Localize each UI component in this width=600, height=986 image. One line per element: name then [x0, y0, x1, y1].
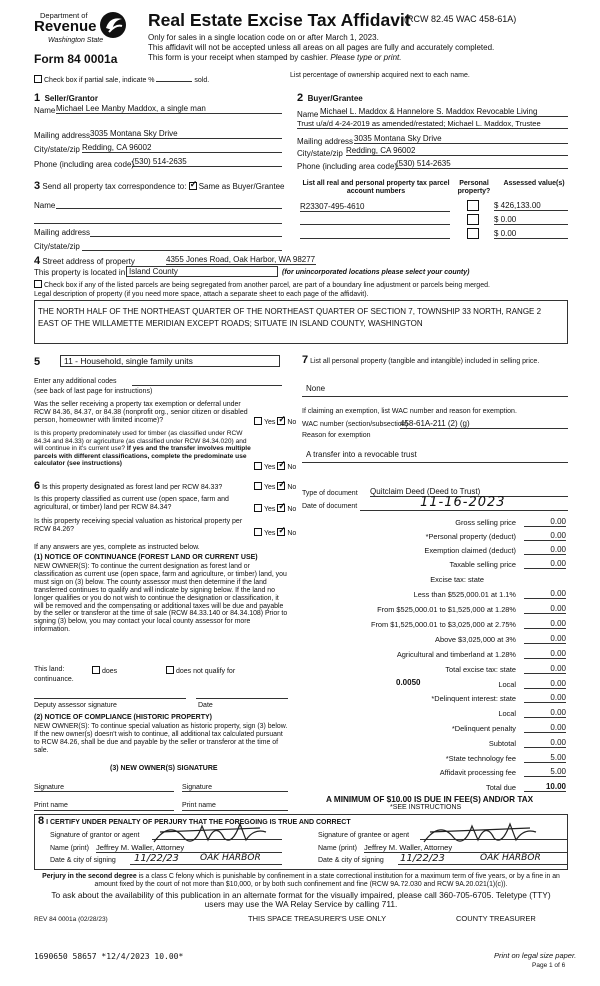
- doc-type-field[interactable]: Quitclaim Deed (Deed to Trust): [370, 487, 568, 497]
- tax-row-label: Local: [498, 709, 516, 718]
- partial-sale-checkbox[interactable]: [34, 75, 42, 83]
- tax-row-value[interactable]: 0.00: [524, 649, 566, 659]
- exemption-instruction: If claiming an exemption, list WAC number and reason for exemption.: [302, 408, 517, 415]
- continuance-label: continuance.: [34, 676, 74, 683]
- grantee-signature: [420, 818, 540, 848]
- buyer-name-field-2[interactable]: Trust u/a/d 4-24-2019 as amended/restated; Michael L. Maddox, Trustee: [297, 119, 568, 129]
- additional-codes-field[interactable]: [132, 385, 282, 386]
- correspondence-name-label: Name: [34, 201, 56, 210]
- seller-name-field[interactable]: Michael Lee Manby Maddox, a single man: [56, 104, 282, 114]
- codes-label-1: Enter any additional codes: [34, 378, 117, 385]
- correspondence-city-label: City/state/zip: [34, 242, 80, 251]
- historic-question: Is this property receiving special valuation as historical property per RCW 84.26?: [34, 518, 243, 533]
- doc-date-handwritten: 11-16-2023: [420, 495, 506, 510]
- does-qualify-checkbox[interactable]: [92, 666, 100, 674]
- historic-yes-no: Yes ✓ No: [254, 528, 296, 538]
- form-number: Form 84 0001a: [34, 52, 118, 66]
- tax-row-value[interactable]: 0.00: [524, 545, 566, 555]
- doc-date-field[interactable]: [360, 510, 568, 511]
- deputy-signature-field[interactable]: [34, 698, 186, 699]
- notice1-title: (1) NOTICE OF CONTINUANCE (FOREST LAND OR CURRENT USE): [34, 554, 258, 561]
- buyer-city-field[interactable]: Redding, CA 96002: [346, 146, 568, 156]
- tax-row-label: Above $3,025,000 at 3%: [435, 635, 516, 644]
- legal-description-text: THE NORTH HALF OF THE NORTHEAST QUARTER OF THE NORTHEAST QUARTER OF SECTION 7, TOWNSHIP 33 NORTH, RANGE 2 EAST OF THE WILLAMETTE MERIDIAN EXCEPT ROADS; SITUATE IN ISLAND COUNTY, WASHINGTON: [38, 307, 542, 328]
- personal-property-line: [302, 396, 568, 397]
- buyer-phone-label: Phone (including area code): [297, 162, 398, 171]
- tax-row-value[interactable]: 0.00: [524, 517, 566, 527]
- tax-row-value[interactable]: 0.00: [524, 531, 566, 541]
- seller-mailing-field[interactable]: 3035 Montana Sky Drive: [90, 129, 282, 139]
- tax-row-label: Local: [498, 680, 516, 689]
- street-address-field[interactable]: 4355 Jones Road, Oak Harbor, WA 98277: [166, 255, 316, 264]
- exemption-question: Was the seller receiving a property tax exemption or deferral under RCW 84.36, 84.37, or 84.38 (nonprofit org., senior citizen or disabled person, homeowner with limited income)?: [34, 401, 248, 424]
- timber-yes-no: Yes ✓ No: [254, 462, 296, 472]
- historic-no-checkbox[interactable]: [277, 528, 285, 536]
- correspondence-name-field[interactable]: [56, 208, 282, 209]
- historic-yes-checkbox[interactable]: [254, 528, 262, 536]
- revision: REV 84 0001a (02/28/23): [34, 916, 108, 923]
- reason-line: [302, 462, 568, 463]
- page-number: Page 1 of 6: [532, 962, 566, 969]
- seller-city-label: City/state/zip: [34, 145, 80, 154]
- section7-heading: 7 List all personal property (tangible and intangible) included in selling price.: [302, 354, 540, 366]
- same-as-buyer-checkbox[interactable]: [189, 182, 197, 190]
- buyer-name-label: Name: [297, 110, 319, 119]
- current-use-yes-checkbox[interactable]: [254, 504, 262, 512]
- personal-property-field[interactable]: None: [306, 384, 326, 393]
- exemption-yes-checkbox[interactable]: [254, 417, 262, 425]
- grantor-city-handwritten: OAK HARBOR: [200, 853, 261, 863]
- county-treasurer: COUNTY TREASURER: [456, 914, 536, 923]
- grantor-date-field[interactable]: [130, 864, 282, 865]
- tax-row-label: From $525,000.01 to $1,525,000 at 1.28%: [377, 605, 516, 614]
- segregated-row: Check box if any of the listed parcels are being segregated from another parcel, are part of a boundary line adjustment or parcels being merged.: [34, 280, 490, 290]
- new-owner-print-2[interactable]: [182, 810, 288, 811]
- tax-row-label: Subtotal: [488, 739, 516, 748]
- tax-row-label: Taxable selling price: [449, 560, 516, 569]
- buyer-phone-field[interactable]: (530) 514-2635: [396, 159, 568, 169]
- grantor-date-label: Date & city of signing: [50, 857, 116, 864]
- land-use-select[interactable]: 11 - Household, single family units: [60, 355, 280, 367]
- deputy-date-field[interactable]: [196, 698, 288, 699]
- print-name-label-1: Print name: [34, 802, 68, 809]
- grantor-name-label: Name (print): [50, 845, 89, 852]
- header-note-2: This affidavit will not be accepted unless all areas on all pages are fully and accurately completed.: [148, 43, 495, 52]
- assessed-value-1[interactable]: $ 426,133.00: [494, 201, 568, 211]
- located-label: This property is located in: [34, 268, 126, 277]
- tax-row-label: Total due: [486, 783, 516, 792]
- new-owner-print-1[interactable]: [34, 810, 174, 811]
- parcel-col-header: List all real and personal property tax parcel account numbers: [302, 180, 450, 195]
- header-note-1: Only for sales in a single location code on or after March 1, 2023.: [148, 33, 379, 42]
- grantor-date-handwritten: 11/22/23: [134, 853, 179, 864]
- forest-question: 6 Is this property designated as forest land per RCW 84.33?: [34, 480, 223, 492]
- tax-row-label: Less than $525,000.01 at 1.1%: [413, 590, 516, 599]
- tax-row-label: *State technology fee: [445, 754, 516, 763]
- timber-question: Is this property predominately used for timber (as classified under RCW 84.34 and 84.33) or agriculture (as classified under RCW 84.34.020) and will continue in it's current use? If yes and the transfer involves multiple parcels with different classifications, complete the predominate use calculator (see instructions): [34, 430, 251, 468]
- cashier-stamp: 1690650 58657 *12/4/2023 10.00*: [34, 952, 184, 961]
- buyer-heading: 2 Buyer/Grantee: [297, 92, 363, 104]
- grantee-date-handwritten: 11/22/23: [400, 853, 445, 864]
- tax-row-label: *Delinquent interest: state: [431, 694, 516, 703]
- tax-row-label: Gross selling price: [455, 518, 516, 527]
- assessed-value-3[interactable]: $ 0.00: [494, 229, 568, 239]
- section5-number: 5: [34, 356, 41, 368]
- correspondence-mailing-field[interactable]: [90, 236, 282, 237]
- correspondence-row: 3 Send all property tax correspondence to: ✓ Same as Buyer/Grantee: [34, 182, 285, 192]
- seller-phone-label: Phone (including area code): [34, 160, 135, 169]
- alt-format-notice: To ask about the availability of this publication in an alternate format for the visually impaired, please call 360-705-6705. Teletype (TTY) users may use the WA Relay Service by calling 711.: [51, 890, 551, 909]
- dept-line3: Washington State: [48, 37, 104, 44]
- parcel-number-2[interactable]: [300, 224, 450, 225]
- rcw-reference: (RCW 82.45 WAC 458-61A): [404, 14, 517, 24]
- county-select[interactable]: Island County: [126, 266, 278, 277]
- grantee-date-field[interactable]: [398, 864, 568, 865]
- seller-heading: 1 Seller/Grantor: [34, 92, 98, 104]
- grantor-signature: [150, 818, 270, 848]
- notice3-title: (3) NEW OWNER(S) SIGNATURE: [110, 765, 218, 772]
- tax-row-value[interactable]: 0.00: [524, 589, 566, 599]
- assessed-col-header: Assessed value(s): [503, 180, 565, 187]
- dept-line2: Revenue: [34, 18, 97, 35]
- tax-row-value[interactable]: 0.00: [524, 723, 566, 733]
- tax-row-value[interactable]: 0.00: [524, 619, 566, 629]
- page-title: Real Estate Excise Tax Affidavit: [148, 10, 411, 30]
- current-use-question: Is this property classified as current use (open space, farm and agricultural, or timber) land per RCW 84.34?: [34, 496, 229, 511]
- doc-date-label: Date of document: [302, 503, 358, 510]
- tax-row-value[interactable]: 0.00: [524, 634, 566, 644]
- header-note-3: This form is your receipt when stamped by cashier. Please type or print.: [148, 53, 402, 62]
- buyer-city-label: City/state/zip: [297, 149, 343, 158]
- segregated-checkbox[interactable]: [34, 280, 42, 288]
- grantee-city-handwritten: OAK HARBOR: [480, 853, 541, 863]
- tax-row-label: Excise tax: state: [430, 575, 484, 584]
- exemption-no-checkbox[interactable]: [277, 417, 285, 425]
- answers-instruction: If any answers are yes, complete as instructed below.: [34, 544, 200, 551]
- timber-yes-checkbox[interactable]: [254, 462, 262, 470]
- tax-row-value[interactable]: 0.00: [524, 708, 566, 718]
- grantee-date-label: Date & city of signing: [318, 857, 384, 864]
- exemption-yes-no: Yes ✓ No: [254, 417, 296, 427]
- minimum-due-notice: A MINIMUM OF $10.00 IS DUE IN FEE(S) AND/OR TAX: [326, 795, 534, 804]
- personal-property-checkbox-3[interactable]: [467, 228, 479, 239]
- tax-row-value[interactable]: 0.00: [524, 604, 566, 614]
- correspondence-mailing-label: Mailing address: [34, 228, 91, 237]
- doc-type-label: Type of document: [302, 490, 358, 497]
- signature-label-1: Signature: [34, 784, 64, 791]
- partial-sale-row: Check box if partial sale, indicate % sold.: [34, 75, 209, 85]
- grantee-sig-label: Signature of grantee or agent: [318, 832, 410, 839]
- forest-no-checkbox[interactable]: [277, 482, 285, 490]
- revenue-swirl-icon: [98, 10, 128, 40]
- this-land-does-not: does not qualify for: [166, 666, 235, 676]
- tax-row-value[interactable]: 0.00: [524, 738, 566, 748]
- notice2-body: NEW OWNER(S): To continue special valuation as historic property, sign (3) below. If the new owner(s) doesn't wish to continue, all additional tax calculated pursuant to RCW 84.26, shall be due and payable by the seller or transferor at the time of sale.: [34, 723, 288, 754]
- notice1-body: NEW OWNER(S): To continue the current designation as forest land or classification as current use (open space, farm and agriculture, or timber) land, you must sign on (3) below. The county assessor must then determine if the land transferred continues to qualify and will indicate by signing below. If the land no longer qualifies or you do not wish to continue the designation or classification, it will be removed and the compensating or additional taxes will be due and payable by the seller or transferor at the time of sale (RCW 84.33.140 or 84.34.108) Prior to signing (3) below, you may contact your local county assessor for more information.: [34, 563, 288, 634]
- wac-label: WAC number (section/subsection): [302, 421, 408, 428]
- personal-property-checkbox-2[interactable]: [467, 214, 479, 225]
- wac-number-field[interactable]: 458-61A-211 (2) (g): [400, 419, 568, 429]
- print-name-label-2: Print name: [182, 802, 216, 809]
- personal-col-header: Personal property?: [457, 180, 491, 195]
- tax-row-value[interactable]: 0.00: [524, 679, 566, 689]
- grantee-name-label: Name (print): [318, 845, 357, 852]
- current-use-no-checkbox[interactable]: [277, 504, 285, 512]
- tax-row-label: *Personal property (deduct): [425, 532, 516, 541]
- deputy-date-label: Date: [198, 702, 213, 709]
- legal-description-box[interactable]: [34, 300, 568, 344]
- tax-row-label: Total excise tax: state: [445, 665, 516, 674]
- deputy-signature-label: Deputy assessor signature: [34, 702, 117, 709]
- timber-no-checkbox[interactable]: [277, 462, 285, 470]
- personal-property-checkbox-1[interactable]: [467, 200, 479, 211]
- forest-yes-no: Yes ✓ No: [254, 482, 296, 492]
- tax-row-value[interactable]: 0.00: [524, 693, 566, 703]
- street-row: 4 Street address of property: [34, 255, 135, 267]
- assessed-value-2[interactable]: $ 0.00: [494, 215, 568, 225]
- seller-mailing-label: Mailing address: [34, 131, 91, 140]
- dept-line1: Department of: [40, 11, 88, 20]
- parcel-number-1[interactable]: R23307-495-4610: [300, 202, 450, 212]
- tax-row-label: Exemption claimed (deduct): [424, 546, 516, 555]
- tax-row-value[interactable]: 5.00: [524, 767, 566, 777]
- buyer-mailing-label: Mailing address: [297, 137, 354, 146]
- tax-row-label: *Delinquent penalty: [451, 724, 516, 733]
- current-use-yes-no: Yes ✓ No: [254, 504, 296, 514]
- legal-label: Legal description of property (if you need more space, attach a separate sheet to each page of the affidavit).: [34, 291, 369, 298]
- legal-paper-note: Print on legal size paper.: [494, 951, 577, 960]
- does-not-qualify-checkbox[interactable]: [166, 666, 174, 674]
- perjury-lead: Perjury in the second degree: [42, 873, 137, 880]
- reason-label: Reason for exemption: [302, 432, 371, 439]
- correspondence-city-field[interactable]: [82, 250, 282, 251]
- tax-row-value[interactable]: 10.00: [524, 782, 566, 792]
- seller-name-label: Name: [34, 106, 56, 115]
- see-instructions: *SEE INSTRUCTIONS: [390, 804, 462, 811]
- reason-field[interactable]: A transfer into a revocable trust: [306, 450, 417, 459]
- tax-row-label: Agricultural and timberland at 1.28%: [396, 650, 516, 659]
- buyer-name-field[interactable]: Michael L. Maddox & Hannelore S. Maddox Revocable Living: [320, 107, 568, 117]
- perjury-text: Perjury in the second degree is a class C felony which is punishable by confinement in a state correctional institution for a maximum term of five years, or by a fine in an amount fixed by the court of not more than $10,000, or by both such confinement and fine (RCW 9A.72.030 and RCW 9A.20.021(1)(c)).: [42, 873, 560, 888]
- certify-statement: 8 I CERTIFY UNDER PENALTY OF PERJURY THAT THE FOREGOING IS TRUE AND CORRECT: [38, 815, 351, 827]
- tax-row-label: From $1,525,000.01 to $3,025,000 at 2.75%: [370, 620, 516, 629]
- grantee-name-field[interactable]: Jeffrey M. Waller, Attorney: [364, 843, 568, 853]
- seller-phone-field[interactable]: (530) 514-2635: [132, 157, 282, 167]
- this-land-does: does: [92, 666, 117, 676]
- located-note: (for unincorporated locations please select your county): [282, 269, 470, 276]
- notice2-title: (2) NOTICE OF COMPLIANCE (HISTORIC PROPERTY): [34, 714, 212, 721]
- tax-row-label: Affidavit processing fee: [439, 768, 516, 777]
- tax-row-value[interactable]: 0.00: [524, 664, 566, 674]
- treasurer-use: THIS SPACE TREASURER'S USE ONLY: [248, 914, 387, 923]
- ownership-note: List percentage of ownership acquired next to each name.: [290, 72, 470, 79]
- grantor-name-field[interactable]: Jeffrey M. Waller, Attorney: [96, 843, 282, 853]
- this-land-label: This land:: [34, 666, 65, 673]
- tax-row-value[interactable]: 5.00: [524, 753, 566, 763]
- grantor-sig-label: Signature of grantor or agent: [50, 832, 140, 839]
- parcel-number-3[interactable]: [300, 238, 450, 239]
- signature-label-2: Signature: [182, 784, 212, 791]
- local-rate: 0.0050: [396, 678, 421, 687]
- codes-label-2: (see back of last page for instructions): [34, 388, 153, 395]
- dor-logo: [34, 10, 134, 56]
- forest-yes-checkbox[interactable]: [254, 482, 262, 490]
- correspondence-name-field-2[interactable]: [34, 223, 282, 224]
- seller-city-field[interactable]: Redding, CA 96002: [82, 143, 282, 153]
- tax-row-value[interactable]: 0.00: [524, 559, 566, 569]
- buyer-mailing-field[interactable]: 3035 Montana Sky Drive: [354, 134, 568, 144]
